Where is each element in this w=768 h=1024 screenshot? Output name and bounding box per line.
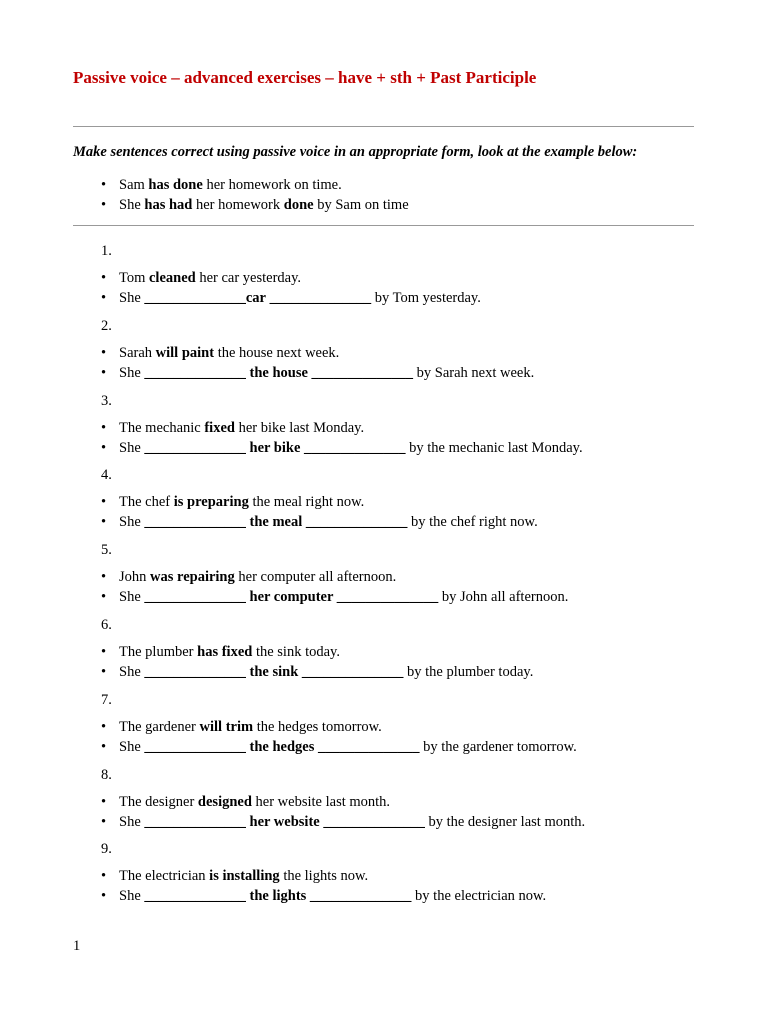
bold-text: is installing: [209, 868, 280, 885]
bullet-marker: •: [101, 494, 107, 511]
passive-sentence-blank: [101, 663, 533, 681]
text-run: her car yesterday.: [195, 270, 302, 286]
text-run: by Sam on time: [313, 197, 409, 213]
text-run: by Sarah next week.: [413, 364, 535, 381]
bullet-marker: •: [101, 793, 107, 810]
page-title: Passive voice – advanced exercises – have + sth + Past Participle: [73, 68, 537, 87]
text-run: The plumber: [119, 644, 198, 660]
bullet-marker: •: [101, 439, 107, 456]
text-run: by the electrician now.: [411, 888, 547, 905]
bold-text: ______________ the hedges ______________: [144, 738, 420, 755]
text-run: the sink today.: [252, 644, 340, 660]
bullet-marker: •: [101, 270, 107, 286]
text-run: She: [119, 290, 145, 306]
bullet-marker: •: [101, 344, 107, 361]
bold-text: ______________car: [144, 290, 266, 306]
text-run: The chef: [119, 494, 174, 511]
divider-bottom: [73, 225, 694, 226]
bold-text: ______________ her bike ______________: [144, 439, 406, 456]
text-run: She: [119, 514, 145, 531]
text-run: the meal right now.: [248, 494, 365, 511]
text-run: the lights now.: [279, 868, 369, 885]
text-run: She: [119, 197, 145, 213]
bullet-marker: •: [101, 569, 107, 586]
text-run: by Tom yesterday.: [371, 290, 481, 306]
text-run: She: [119, 738, 145, 755]
bullet-marker: •: [101, 589, 107, 606]
text-run: by the designer last month.: [424, 813, 586, 830]
text-run: She: [119, 439, 145, 456]
active-sentence: [101, 643, 340, 661]
bold-text: will paint: [155, 344, 215, 361]
text-run: John: [119, 569, 151, 586]
text-run: by the mechanic last Monday.: [405, 439, 583, 456]
example-sentence: [101, 196, 409, 214]
passive-sentence-blank: [101, 439, 583, 457]
exercise-number: 6.: [101, 617, 112, 633]
text-run: She: [119, 364, 145, 381]
bold-text: cleaned: [149, 270, 196, 286]
bullet-marker: •: [101, 718, 107, 735]
bold-text: was repairing: [150, 569, 235, 586]
text-run: She: [119, 813, 145, 830]
text-run: Sam: [119, 177, 149, 193]
active-sentence: [101, 493, 364, 511]
bullet-marker: •: [101, 177, 107, 193]
exercise-number: 8.: [101, 766, 112, 783]
text-run: by the plumber today.: [403, 664, 534, 680]
passive-sentence-blank: [101, 813, 585, 831]
text-run: the house next week.: [214, 344, 340, 361]
text-run: The mechanic: [119, 419, 205, 436]
text-run: the hedges tomorrow.: [253, 718, 382, 735]
bold-text: will trim: [199, 718, 254, 735]
passive-sentence-blank: [101, 588, 568, 606]
active-sentence: [101, 419, 364, 437]
passive-sentence-blank: [101, 513, 538, 531]
text-run: The gardener: [119, 718, 200, 735]
page-number: 1: [73, 938, 81, 954]
text-run: her homework on time.: [202, 177, 342, 193]
text-run: She: [119, 664, 145, 680]
bullet-marker: •: [101, 419, 107, 436]
bold-text: designed: [197, 793, 252, 810]
text-run: her homework: [192, 197, 284, 213]
text-run: by John all afternoon.: [438, 589, 569, 606]
bold-text: ______________ the lights ______________: [144, 888, 412, 905]
text-run: her bike last Monday.: [234, 419, 365, 436]
text-run: She: [119, 589, 145, 606]
instruction-text: Make sentences correct using passive voice in an appropriate form, look at the example below:: [73, 144, 638, 160]
text-run: The designer: [119, 793, 198, 810]
bullet-marker: •: [101, 664, 107, 680]
exercise-number: 3.: [101, 392, 112, 409]
bullet-marker: •: [101, 290, 107, 306]
passive-sentence-blank: [101, 738, 577, 756]
text-run: by the chef right now.: [407, 514, 538, 531]
bullet-marker: •: [101, 514, 107, 531]
bullet-marker: •: [101, 738, 107, 755]
text-run: by the gardener tomorrow.: [419, 738, 577, 755]
exercise-number: 5.: [101, 542, 112, 559]
text-run: Sarah: [119, 344, 156, 361]
passive-sentence-blank: [101, 364, 534, 382]
text-run: her computer all afternoon.: [234, 569, 397, 586]
example-sentence: [101, 176, 342, 194]
bullet-marker: •: [101, 868, 107, 885]
bold-text: ______________ her website ______________: [144, 813, 425, 830]
text-run: The electrician: [119, 868, 210, 885]
bullet-marker: •: [101, 813, 107, 830]
bold-text: has had: [144, 197, 193, 213]
bullet-marker: •: [101, 197, 107, 213]
bold-text: is preparing: [173, 494, 249, 511]
active-sentence: [101, 344, 339, 362]
active-sentence: [101, 568, 396, 586]
bold-text: has fixed: [197, 644, 253, 660]
bold-text: has done: [148, 177, 203, 193]
bullet-marker: •: [101, 364, 107, 381]
bold-text: ______________ her computer ______________: [144, 589, 439, 606]
bullet-marker: •: [101, 644, 107, 660]
text-run: She: [119, 888, 145, 905]
exercise-number: 1.: [101, 243, 112, 259]
bold-text: ______________ the sink ______________: [144, 664, 404, 680]
exercise-number: 7.: [101, 691, 112, 708]
passive-sentence-blank: [101, 289, 481, 307]
text-run: Tom: [119, 270, 149, 286]
divider-top: [73, 126, 694, 127]
exercise-number: 2.: [101, 317, 112, 334]
bold-text: fixed: [204, 419, 235, 436]
exercise-number: 9.: [101, 841, 112, 858]
bold-text: ______________: [269, 290, 372, 306]
active-sentence: [101, 867, 368, 885]
bold-text: ______________ the house ______________: [144, 364, 414, 381]
active-sentence: [101, 718, 382, 736]
text-run: her website last month.: [251, 793, 391, 810]
active-sentence: [101, 793, 390, 811]
active-sentence: [101, 269, 301, 287]
passive-sentence-blank: [101, 887, 546, 905]
bold-text: done: [283, 197, 314, 213]
bold-text: ______________ the meal ______________: [144, 514, 408, 531]
exercise-number: 4.: [101, 467, 112, 484]
bullet-marker: •: [101, 888, 107, 905]
